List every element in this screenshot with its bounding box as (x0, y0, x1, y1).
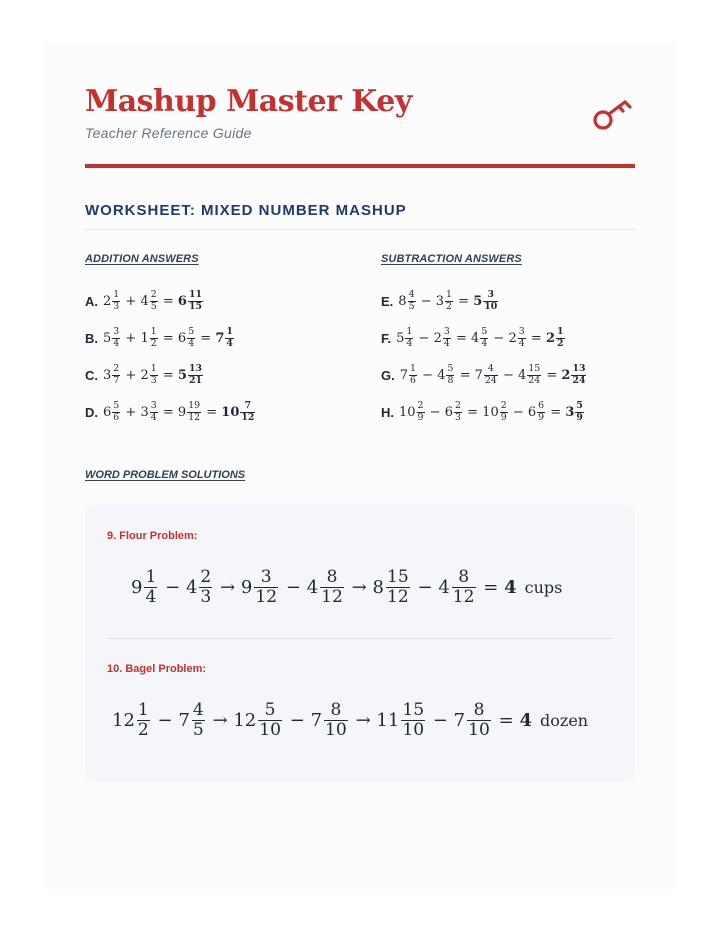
math-operator: → (212, 709, 228, 731)
fraction (445, 290, 453, 311)
whole-number: 7 (474, 367, 483, 383)
fraction (192, 701, 205, 739)
answer-label: F. (381, 330, 392, 346)
fraction (408, 290, 416, 311)
math-operator: − (165, 576, 181, 598)
worksheet-heading: WORKSHEET: MIXED NUMBER MASHUP (85, 202, 407, 219)
fraction (575, 401, 584, 422)
numerator: 1 (150, 363, 157, 375)
numerator: 1 (150, 326, 157, 338)
whole-number: 9 (240, 576, 253, 598)
answer-label: G. (381, 367, 395, 383)
fraction (405, 327, 413, 348)
word-problems-panel (85, 505, 635, 781)
denominator: 10 (468, 719, 490, 740)
denominator: 24 (528, 374, 541, 386)
numerator: 1 (137, 700, 149, 721)
fraction (240, 401, 255, 422)
math-operator: = (455, 330, 467, 346)
whole-number: 2 (508, 330, 517, 346)
addition-heading: ADDITION ANSWERS (85, 253, 199, 265)
page-subtitle: Teacher Reference Guide (85, 125, 252, 141)
whole-number: 7 (399, 367, 409, 383)
whole-number: 2 (433, 330, 442, 346)
denominator: 5 (150, 300, 157, 312)
math-operator: → (351, 576, 367, 598)
whole-number: 4 (140, 293, 149, 309)
flour-problem-solution (131, 557, 562, 617)
whole-number: 6 (177, 293, 187, 309)
numerator: 13 (188, 363, 202, 375)
denominator: 8 (447, 374, 454, 386)
answer-label: E. (381, 293, 394, 309)
fraction (386, 568, 410, 606)
numerator: 5 (188, 326, 195, 338)
section-divider (85, 229, 635, 230)
denominator: 15 (188, 300, 202, 312)
denominator: 3 (150, 374, 157, 386)
math-operator: − (289, 709, 305, 731)
math-operator: + (125, 293, 137, 309)
fraction (187, 327, 195, 348)
answer-h (381, 397, 585, 427)
whole-number: 4 (504, 576, 517, 598)
math-operator: → (355, 709, 371, 731)
fraction (320, 568, 344, 606)
math-operator: + (125, 330, 137, 346)
whole-number: 7 (310, 709, 323, 731)
numerator: 1 (113, 289, 120, 301)
numerator: 15 (528, 363, 541, 375)
denominator: 4 (226, 337, 233, 349)
denominator: 4 (188, 337, 195, 349)
fraction (225, 327, 234, 348)
whole-number: 10 (221, 404, 240, 420)
answer-g (381, 360, 587, 390)
fraction (483, 290, 498, 311)
math-operator: + (125, 367, 137, 383)
fraction (484, 364, 498, 385)
fraction (527, 364, 541, 385)
problem-divider (107, 638, 613, 639)
math-operator: = (162, 404, 174, 420)
math-operator: + (125, 404, 137, 420)
math-operator: = (498, 709, 514, 731)
fraction (518, 327, 526, 348)
numerator: 8 (473, 700, 485, 721)
numerator: 4 (487, 363, 494, 375)
whole-number: 9 (177, 404, 187, 420)
math-operator: − (157, 709, 173, 731)
denominator: 12 (255, 586, 278, 607)
fraction (150, 327, 158, 348)
denominator: 7 (113, 374, 120, 386)
math-operator: − (432, 709, 448, 731)
denominator: 12 (188, 411, 201, 423)
fraction (500, 401, 508, 422)
math-operator: − (418, 330, 430, 346)
whole-number: 6 (527, 404, 537, 420)
numerator: 1 (226, 326, 233, 338)
answer-expression (103, 364, 204, 385)
whole-number: 3 (435, 293, 445, 309)
numerator: 2 (200, 567, 212, 588)
numerator: 1 (145, 567, 157, 588)
numerator: 4 (408, 289, 415, 301)
solution-unit: dozen (540, 710, 589, 730)
denominator: 2 (137, 719, 149, 740)
fraction (258, 701, 282, 739)
fraction (112, 327, 120, 348)
fraction (112, 290, 120, 311)
math-operator: = (467, 404, 479, 420)
numerator: 8 (326, 567, 338, 588)
denominator: 4 (150, 411, 157, 423)
denominator: 3 (200, 586, 212, 607)
answer-label: C. (85, 367, 98, 383)
numerator: 2 (417, 400, 424, 412)
math-operator: − (493, 330, 505, 346)
fraction (452, 568, 476, 606)
fraction (112, 364, 120, 385)
whole-number: 8 (372, 576, 384, 598)
whole-number: 5 (473, 293, 483, 309)
fraction (137, 701, 150, 739)
whole-number: 6 (103, 404, 112, 420)
answer-c (85, 360, 204, 390)
numerator: 1 (410, 363, 416, 375)
denominator: 4 (145, 586, 157, 607)
answer-label: B. (85, 330, 98, 346)
math-operator: = (546, 367, 558, 383)
answer-d (85, 397, 256, 427)
denominator: 3 (455, 411, 461, 423)
denominator: 2 (150, 337, 157, 349)
fraction (409, 364, 417, 385)
denominator: 9 (576, 411, 583, 423)
numerator: 5 (264, 700, 276, 721)
whole-number: 5 (396, 330, 405, 346)
fraction (446, 364, 454, 385)
denominator: 12 (241, 411, 255, 423)
denominator: 9 (417, 411, 424, 423)
whole-number: 4 (185, 576, 198, 598)
whole-number: 3 (140, 404, 149, 420)
subtraction-heading: SUBTRACTION ANSWERS (381, 253, 522, 265)
math-operator: = (162, 330, 174, 346)
answer-e (381, 286, 499, 316)
numerator: 2 (500, 400, 507, 412)
denominator: 3 (113, 300, 120, 312)
word-problems-heading: WORD PROBLEM SOLUTIONS (85, 469, 246, 481)
fraction (112, 401, 120, 422)
fraction (188, 364, 203, 385)
whole-number: 4 (519, 709, 533, 731)
denominator: 9 (500, 411, 507, 423)
answer-expression (398, 290, 499, 311)
numerator: 2 (455, 400, 461, 412)
answer-label: H. (381, 404, 394, 420)
solution-expression (112, 701, 532, 739)
math-operator: − (285, 576, 301, 598)
fraction (187, 401, 201, 422)
denominator: 24 (484, 374, 497, 386)
whole-number: 6 (444, 404, 453, 420)
whole-number: 4 (438, 576, 450, 598)
numerator: 3 (518, 326, 525, 338)
math-operator: = (200, 330, 212, 346)
fraction (467, 701, 491, 739)
math-operator: − (429, 404, 441, 420)
numerator: 2 (113, 363, 120, 375)
fraction (571, 364, 586, 385)
numerator: 2 (150, 289, 157, 301)
fraction (150, 364, 158, 385)
numerator: 3 (487, 289, 495, 301)
denominator: 4 (443, 337, 450, 349)
math-operator: − (422, 367, 434, 383)
header-divider (85, 164, 635, 168)
answer-expression (396, 327, 565, 348)
fraction (480, 327, 488, 348)
whole-number: 3 (103, 367, 112, 383)
math-operator: = (483, 576, 499, 598)
math-operator: = (530, 330, 542, 346)
whole-number: 12 (112, 709, 135, 731)
answer-expression (103, 327, 235, 348)
bagel-problem-title: 10. Bagel Problem: (107, 663, 207, 675)
numerator: 3 (113, 326, 120, 338)
denominator: 6 (113, 411, 120, 423)
answer-expression (400, 364, 588, 385)
denominator: 2 (446, 300, 452, 312)
math-operator: = (458, 293, 470, 309)
key-icon (592, 96, 634, 132)
denominator: 4 (113, 337, 120, 349)
denominator: 9 (538, 411, 545, 423)
denominator: 10 (325, 719, 347, 740)
solution-unit: cups (524, 577, 563, 597)
denominator: 2 (556, 337, 564, 349)
numerator: 6 (538, 400, 545, 412)
denominator: 4 (406, 337, 413, 349)
denominator: 4 (518, 337, 525, 349)
whole-number: 5 (177, 367, 187, 383)
numerator: 3 (260, 567, 272, 588)
denominator: 12 (452, 586, 475, 607)
numerator: 5 (113, 400, 120, 412)
math-operator: = (162, 293, 174, 309)
flour-problem-title: 9. Flour Problem: (107, 530, 198, 542)
math-operator: = (206, 404, 218, 420)
whole-number: 7 (215, 330, 225, 346)
math-operator: − (420, 293, 432, 309)
fraction (443, 327, 451, 348)
denominator: 10 (402, 719, 425, 740)
denominator: 5 (192, 719, 204, 740)
numerator: 5 (447, 363, 454, 375)
fraction (417, 401, 425, 422)
whole-number: 4 (471, 330, 480, 346)
numerator: 4 (192, 700, 204, 721)
whole-number: 5 (103, 330, 112, 346)
denominator: 21 (188, 374, 202, 386)
math-operator: − (502, 367, 514, 383)
denominator: 10 (259, 719, 281, 740)
fraction (254, 568, 278, 606)
denominator: 12 (321, 586, 343, 607)
whole-number: 4 (306, 576, 319, 598)
denominator: 4 (481, 337, 488, 349)
math-operator: − (417, 576, 433, 598)
numerator: 1 (446, 289, 452, 301)
whole-number: 3 (565, 404, 575, 420)
whole-number: 4 (437, 367, 446, 383)
whole-number: 11 (376, 709, 400, 731)
whole-number: 8 (398, 293, 407, 309)
fraction (324, 701, 348, 739)
numerator: 15 (402, 700, 425, 721)
fraction (537, 401, 545, 422)
bagel-problem-solution (112, 690, 588, 750)
answer-expression (103, 401, 256, 422)
whole-number: 7 (453, 709, 466, 731)
numerator: 19 (188, 400, 201, 412)
numerator: 3 (443, 326, 450, 338)
whole-number: 1 (140, 330, 149, 346)
whole-number: 2 (140, 367, 149, 383)
answer-expression (399, 401, 585, 422)
whole-number: 2 (545, 330, 555, 346)
answer-a (85, 286, 204, 316)
numerator: 5 (576, 400, 583, 412)
fraction (401, 701, 425, 739)
math-operator: = (459, 367, 471, 383)
numerator: 1 (406, 326, 413, 338)
whole-number: 10 (482, 404, 499, 420)
whole-number: 12 (233, 709, 257, 731)
whole-number: 6 (177, 330, 187, 346)
whole-number: 7 (178, 709, 190, 731)
answer-label: A. (85, 293, 98, 309)
denominator: 5 (408, 300, 415, 312)
math-operator: = (162, 367, 174, 383)
fraction (454, 401, 462, 422)
fraction (144, 568, 157, 606)
whole-number: 2 (561, 367, 571, 383)
answer-f (381, 323, 566, 353)
answer-expression (103, 290, 204, 311)
numerator: 8 (458, 567, 470, 588)
fraction (556, 327, 565, 348)
numerator: 8 (330, 700, 342, 721)
denominator: 6 (410, 374, 416, 386)
numerator: 7 (244, 400, 252, 412)
math-operator: − (512, 404, 524, 420)
denominator: 24 (572, 374, 586, 386)
answer-b (85, 323, 235, 353)
numerator: 1 (556, 326, 564, 338)
denominator: 12 (386, 586, 409, 607)
numerator: 11 (188, 289, 202, 301)
whole-number: 4 (518, 367, 527, 383)
whole-number: 2 (103, 293, 112, 309)
fraction (188, 290, 203, 311)
fraction (199, 568, 212, 606)
denominator: 10 (484, 300, 498, 312)
fraction (150, 401, 158, 422)
answer-key-page (44, 44, 676, 890)
math-operator: → (220, 576, 236, 598)
numerator: 3 (150, 400, 157, 412)
math-operator: = (550, 404, 562, 420)
numerator: 15 (386, 567, 409, 588)
solution-expression (131, 568, 517, 606)
numerator: 13 (572, 363, 586, 375)
whole-number: 10 (399, 404, 416, 420)
whole-number: 9 (131, 576, 143, 598)
answer-label: D. (85, 404, 98, 420)
page-title: Mashup Master Key (85, 84, 412, 119)
numerator: 5 (481, 326, 488, 338)
fraction (150, 290, 158, 311)
